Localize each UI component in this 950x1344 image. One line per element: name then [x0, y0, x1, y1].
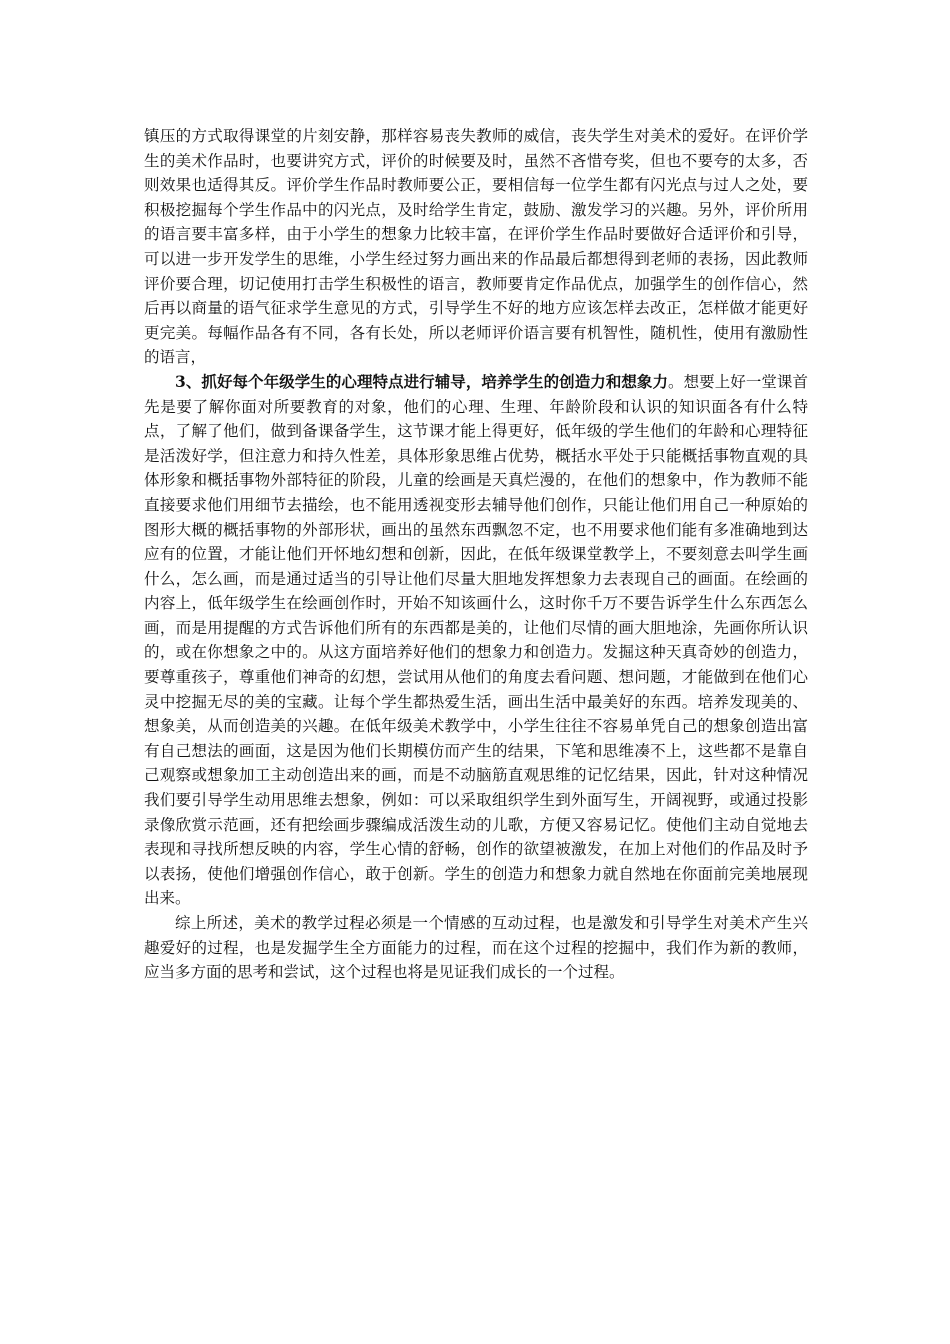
- paragraph-psychology-section: [144, 370, 808, 911]
- section-3-body: 。想要上好一堂课首先是要了解你面对所要教育的对象，他们的心理、生理、年龄阶段和认识的知识面各有什么特点，了解了他们，做到备课备学生，这节课才能上得更好，低年级的学生他们的年龄和心理特征是活泼好学，但注意力和持久性差，具体形象思维占优势，概括水平处于只能概括事物直观的具体形象和概括事物外部特征的阶段，儿童的绘画是天真烂漫的，在他们的想象中，作为教师不能直接要求他们用细节去描绘，也不能用透视变形去辅导他们创作，只能让他们用自己一种原始的图形大概的概括事物的外部形状，画出的虽然东西飘忽不定，也不用要求他们能有多准确地到达应有的位置，才能让他们开怀地幻想和创新，因此，在低年级课堂教学上，不要刻意去叫学生画什么，怎么画，而是通过适当的引导让他们尽量大胆地发挥想象力去表现自己的画面。在绘画的内容上，低年级学生在绘画创作时，开始不知该画什么，这时你千万不要告诉学生什么东西怎么画，而是用提醒的方式告诉他们所有的东西都是美的，让他们尽情的画大胆地涂，先画你所认识的，或在你想象之中的。从这方面培养好他们的想象力和创造力。发掘这种天真奇妙的创造力，要尊重孩子，尊重他们神奇的幻想，尝试用从他们的角度去看问题、想问题，才能做到在他们心灵中挖掘无尽的美的宝藏。让每个学生都热爱生活，画出生活中最美好的东西。培养发现美的、想象美，从而创造美的兴趣。在低年级美术教学中，小学生往往不容易单凭自己的想象创造出富有自己想法的画面，这是因为他们长期模仿而产生的结果，下笔和思维凑不上，这些都不是靠自己观察或想象加工主动创造出来的画，而是不动脑筋直观思维的记忆结果，因此，针对这种情况我们要引导学生动用思维去想象，例如：可以采取组织学生到外面写生，开阔视野，或通过投影录像欣赏示范画，还有把绘画步骤编成活泼生动的儿歌，方便又容易记忆。使他们主动自觉地去表现和寻找所想反映的内容，学生心情的舒畅，创作的欲望被激发，在加上对他们的作品及时予以表扬，使他们增强创作信心，敢于创新。学生的创造力和想象力就自然地在你面前完美地展现出来。: [144, 372, 808, 908]
- paragraph-evaluation: 镇压的方式取得课堂的片刻安静，那样容易丧失教师的威信，丧失学生对美术的爱好。在评价学生的美术作品时，也要讲究方式，评价的时候要及时，虽然不吝惜夸奖，但也不要夸的太多，否则效果也适得其反。评价学生作品时教师要公正，要相信每一位学生都有闪光点与过人之处，要积极挖掘每个学生作品中的闪光点，及时给学生肯定，鼓励、激发学习的兴趣。另外，评价所用的语言要丰富多样，由于小学生的想象力比较丰富，在评价学生作品时要做好合适评价和引导，可以进一步开发学生的思维，小学生经过努力画出来的作品最后都想得到老师的表扬，因此教师评价要合理，切记使用打击学生积极性的语言，教师要肯定作品优点，加强学生的创作信心，然后再以商量的语气征求学生意见的方式，引导学生不好的地方应该怎样去改正，怎样做才能更好更完美。每幅作品各有不同，各有长处，所以老师评价语言要有机智性，随机性，使用有激励性的语言，: [144, 127, 808, 367]
- paragraph-conclusion: 综上所述，美术的教学过程必须是一个情感的互动过程，也是激发和引导学生对美术产生兴趣爱好的过程，也是发掘学生全方面能力的过程，而在这个过程的挖掘中，我们作为新的教师，应当多方面的思考和尝试，这个过程也将是见证我们成长的一个过程。: [144, 914, 808, 982]
- section-heading-3: 3、抓好每个年级学生的心理特点进行辅导，培养学生的创造力和想象力: [175, 371, 669, 391]
- document-body: [144, 124, 808, 985]
